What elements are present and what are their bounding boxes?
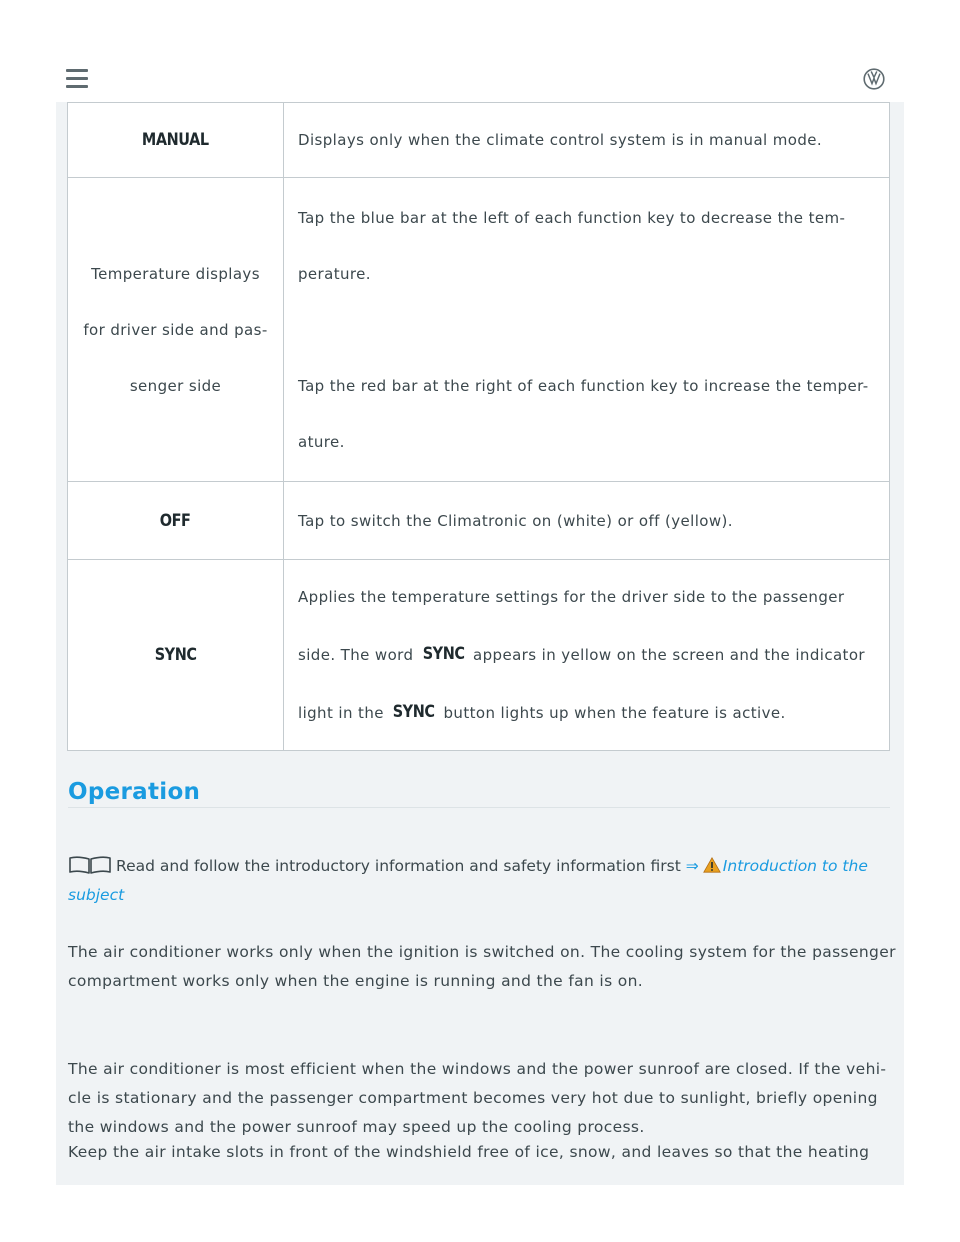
spacer [298,302,877,358]
description-line: Applies the temperature settings for the driver side to the passenger [298,587,845,606]
description-cell [284,178,890,482]
table-row [68,560,890,751]
description-cell [284,482,890,560]
table-row [68,178,890,482]
text-fragment: appears in yellow on the screen and the indicator [473,645,865,664]
book-icon [68,856,112,874]
paragraph: The air conditioner works only when the ignition is switched on. The cooling system for the passenger compartment works only when the engine is running and the fan is on. [68,943,896,990]
label-line: Temperature displays [91,264,260,283]
introduction-link[interactable]: Introduction to the subject [68,857,868,904]
top-bar [0,0,960,102]
section-title: Operation [68,779,201,805]
sync-inline-symbol: SYNC [422,643,465,664]
table-row [68,103,890,178]
description-line: ature. [298,432,345,451]
text-fragment: button lights up when the feature is active. [443,703,786,722]
description-line [298,626,877,684]
description-text: Tap to switch the Climatronic on (white) or off (yellow). [298,511,733,530]
description-text: Displays only when the climate control system is in manual mode. [298,131,823,149]
label-line: for driver side and pas- [83,320,268,339]
description-line: Tap the blue bar at the left of each function key to decrease the tem- [298,208,846,227]
intro-note [68,852,890,910]
off-symbol: OFF [160,510,191,531]
climate-controls-table [67,102,890,751]
description-cell [284,103,890,178]
sync-inline-symbol: SYNC [392,701,435,722]
sync-symbol: SYNC [154,645,197,665]
vw-logo-icon[interactable] [863,68,885,90]
sync-symbol-cell [68,560,284,751]
text-fragment: side. The word [298,645,414,664]
document-panel [56,102,904,1185]
description-line [298,684,877,742]
description-line: Tap the red bar at the right of each function key to increase the temper- [298,376,869,395]
warning-triangle-icon [703,857,721,873]
paragraph: The air conditioner is most efficient when the windows and the power sunroof are closed. If the vehi-cle is stationary and the passenger compartment becomes very hot due to sunlight, briefly opening the windows and the power sunroof may speed up the cooling process. [68,1060,887,1136]
table-row [68,482,890,560]
label-line: senger side [129,376,222,395]
intro-text: Read and follow the introductory information and safety information first [116,857,681,875]
hamburger-menu-icon[interactable] [66,69,88,88]
description-cell [284,560,890,751]
text-fragment: light in the [298,703,384,722]
manual-symbol-cell [68,103,284,178]
paragraph: Keep the air intake slots in front of the windshield free of ice, snow, and leaves so that the heating [68,1143,870,1161]
temperature-label-cell [68,178,284,482]
section-divider [68,807,890,808]
description-line: perature. [298,264,371,283]
arrow-glyph: ⇒ [685,857,699,875]
manual-mode-symbol: MANUAL [142,130,209,150]
off-symbol-cell [68,482,284,560]
